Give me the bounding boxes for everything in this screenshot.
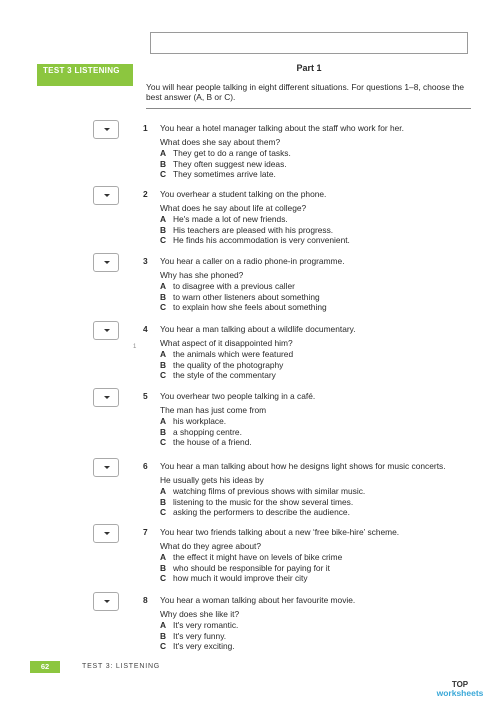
option-letter: B <box>160 426 167 437</box>
chevron-down-icon <box>104 329 110 332</box>
option-a <box>160 214 480 225</box>
option-c <box>160 641 480 652</box>
option-b <box>160 292 480 303</box>
option-text: the effect it might have on levels of bike crime <box>173 552 343 562</box>
option-a <box>160 148 480 159</box>
option-letter: B <box>160 291 167 302</box>
question-4 <box>0 321 500 387</box>
question-5 <box>0 388 500 454</box>
question-7 <box>0 524 500 590</box>
brand-logo-top: TOP <box>451 680 469 689</box>
footer-section-label: TEST 3: LISTENING <box>82 663 161 670</box>
option-text: It's very exciting. <box>173 641 235 651</box>
brand-logo <box>428 680 492 698</box>
option-letter: A <box>160 486 167 496</box>
question-2 <box>0 186 500 252</box>
chevron-down-icon <box>104 600 110 603</box>
option-c <box>160 573 480 584</box>
answer-dropdown-5[interactable] <box>93 388 119 407</box>
option-letter: A <box>160 552 167 562</box>
option-letter: B <box>160 496 167 507</box>
option-letter: A <box>160 281 167 291</box>
option-text: His teachers are pleased with his progress. <box>173 224 334 235</box>
question-number: 4 <box>143 324 148 334</box>
question-prompt: What aspect of it disappointed him? <box>160 338 293 348</box>
option-letter: B <box>160 359 167 370</box>
question-text: You overhear two people talking in a café. <box>160 391 316 401</box>
option-text: listening to the music for the show several times. <box>173 496 354 507</box>
question-text: You hear two friends talking about a new ‘free bike-hire’ scheme. <box>160 527 400 537</box>
option-letter: C <box>160 641 167 651</box>
option-letter: C <box>160 437 167 447</box>
answer-dropdown-4[interactable] <box>93 321 119 340</box>
question-number: 1 <box>143 123 148 133</box>
chevron-down-icon <box>104 261 110 264</box>
stray-mark: 1 <box>133 344 137 350</box>
instructions-text: You will hear people talking in eight different situations. For questions 1–8, choose the best answer (A, B or C). <box>146 82 464 102</box>
option-b <box>160 497 480 508</box>
option-a <box>160 349 480 360</box>
question-number: 3 <box>143 256 148 266</box>
option-text: asking the performers to describe the audience. <box>173 507 350 517</box>
option-letter: A <box>160 148 167 158</box>
part-title: Part 1 <box>296 63 322 73</box>
option-letter: C <box>160 302 167 312</box>
option-letter: C <box>160 507 167 517</box>
question-text: You hear a woman talking about her favourite movie. <box>160 595 356 605</box>
option-c <box>160 302 480 313</box>
option-text: the animals which were featured <box>173 349 294 359</box>
option-a <box>160 620 480 631</box>
option-c <box>160 507 480 518</box>
option-letter: A <box>160 214 167 224</box>
name-input-box[interactable] <box>150 32 468 54</box>
option-text: They sometimes arrive late. <box>173 169 276 179</box>
option-a <box>160 281 480 292</box>
question-text: You overhear a student talking on the phone. <box>160 189 327 199</box>
option-text: watching films of previous shows with similar music. <box>173 486 366 496</box>
question-text: You hear a caller on a radio phone-in programme. <box>160 256 345 266</box>
question-prompt: He usually gets his ideas by <box>160 475 264 485</box>
option-text: They often suggest new ideas. <box>173 158 287 169</box>
option-text: how much it would improve their city <box>173 573 308 583</box>
option-letter: C <box>160 235 167 245</box>
option-text: a shopping centre. <box>173 426 242 437</box>
options-list <box>160 281 480 313</box>
option-b <box>160 225 480 236</box>
chevron-down-icon <box>104 396 110 399</box>
answer-dropdown-2[interactable] <box>93 186 119 205</box>
option-b <box>160 360 480 371</box>
question-6 <box>0 458 500 524</box>
option-text: to explain how she feels about something <box>173 302 327 312</box>
answer-dropdown-7[interactable] <box>93 524 119 543</box>
answer-dropdown-8[interactable] <box>93 592 119 611</box>
question-prompt: What do they agree about? <box>160 541 262 551</box>
question-number: 6 <box>143 461 148 471</box>
option-text: He finds his accommodation is very convenient. <box>173 235 350 245</box>
option-text: the quality of the photography <box>173 359 284 370</box>
header-divider <box>146 108 471 109</box>
chevron-down-icon <box>104 194 110 197</box>
options-list <box>160 349 480 381</box>
option-a <box>160 416 480 427</box>
question-1 <box>0 120 500 186</box>
test-section-tag <box>37 64 133 86</box>
question-number: 8 <box>143 595 148 605</box>
option-letter: C <box>160 573 167 583</box>
options-list <box>160 416 480 448</box>
option-c <box>160 235 480 246</box>
chevron-down-icon <box>104 466 110 469</box>
option-letter: A <box>160 416 167 426</box>
options-list <box>160 620 480 652</box>
option-c <box>160 169 480 180</box>
question-prompt: What does he say about life at college? <box>160 203 307 213</box>
option-letter: B <box>160 158 167 169</box>
option-letter: B <box>160 630 167 641</box>
option-letter: C <box>160 169 167 179</box>
question-number: 7 <box>143 527 148 537</box>
question-number: 5 <box>143 391 148 401</box>
question-prompt: What does she say about them? <box>160 137 281 147</box>
option-letter: C <box>160 370 167 380</box>
question-prompt: Why has she phoned? <box>160 270 244 280</box>
question-prompt: The man has just come from <box>160 405 267 415</box>
answer-dropdown-3[interactable] <box>93 253 119 272</box>
question-text: You hear a man talking about a wildlife documentary. <box>160 324 356 334</box>
option-text: the style of the commentary <box>173 370 276 380</box>
option-a <box>160 486 480 497</box>
option-a <box>160 552 480 563</box>
options-list <box>160 148 480 180</box>
option-text: It's very funny. <box>173 630 227 641</box>
option-text: It's very romantic. <box>173 620 239 630</box>
question-8 <box>0 592 500 658</box>
option-letter: A <box>160 620 167 630</box>
question-text: You hear a man talking about how he designs light shows for music concerts. <box>160 461 446 471</box>
option-letter: B <box>160 562 167 573</box>
brand-logo-bottom: worksheets <box>436 688 484 698</box>
option-b <box>160 563 480 574</box>
answer-dropdown-1[interactable] <box>93 120 119 139</box>
option-text: his workplace. <box>173 416 227 426</box>
question-prompt: Why does she like it? <box>160 609 240 619</box>
option-c <box>160 437 480 448</box>
option-text: They get to do a range of tasks. <box>173 148 291 158</box>
question-text: You hear a hotel manager talking about the staff who work for her. <box>160 123 404 133</box>
answer-dropdown-6[interactable] <box>93 458 119 477</box>
option-b <box>160 631 480 642</box>
option-letter: A <box>160 349 167 359</box>
options-list <box>160 552 480 584</box>
chevron-down-icon <box>104 128 110 131</box>
option-text: to disagree with a previous caller <box>173 281 295 291</box>
option-letter: B <box>160 224 167 235</box>
option-text: who should be responsible for paying for it <box>173 562 330 573</box>
option-b <box>160 159 480 170</box>
option-text: He's made a lot of new friends. <box>173 214 288 224</box>
option-c <box>160 370 480 381</box>
options-list <box>160 214 480 246</box>
test-section-label: TEST 3 LISTENING <box>43 66 120 75</box>
option-text: to warn other listeners about something <box>173 291 320 302</box>
option-text: the house of a friend. <box>173 437 252 447</box>
option-b <box>160 427 480 438</box>
chevron-down-icon <box>104 532 110 535</box>
question-3 <box>0 253 500 319</box>
page-number: 62 <box>30 661 60 673</box>
question-number: 2 <box>143 189 148 199</box>
options-list <box>160 486 480 518</box>
